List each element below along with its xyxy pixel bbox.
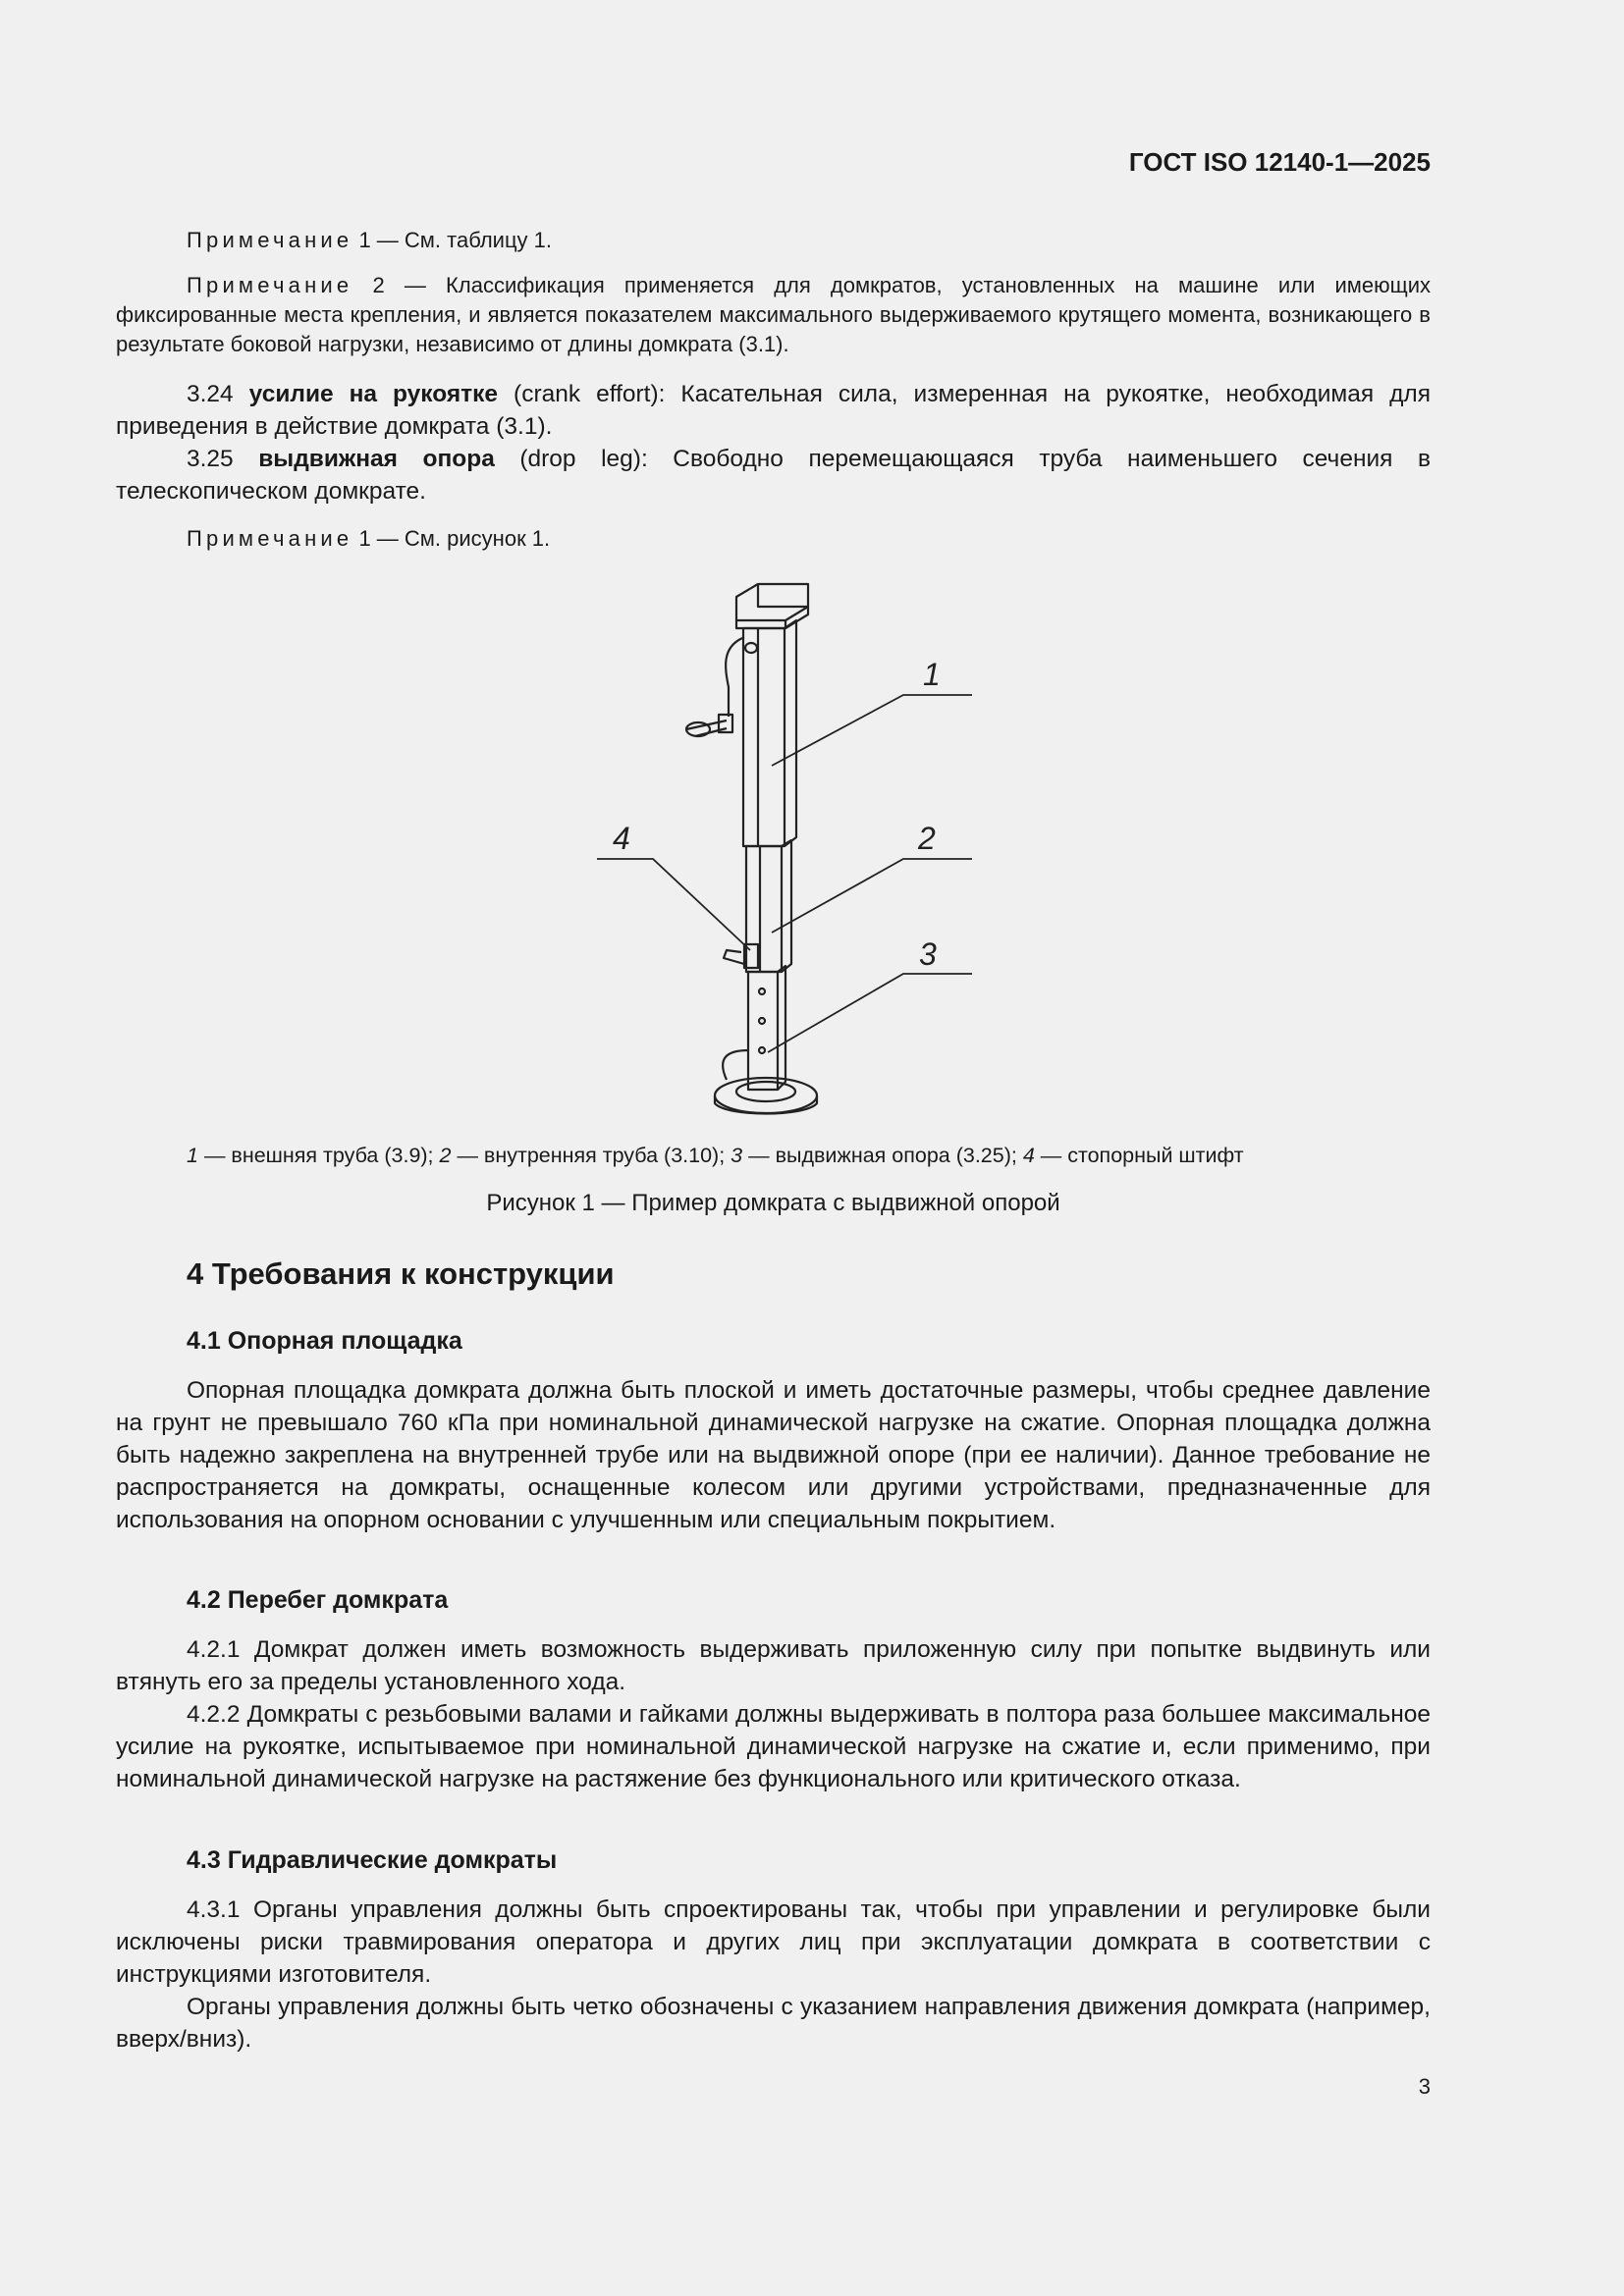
- note-label: Примечание: [187, 273, 353, 297]
- legend-text: — внутренняя труба (3.10);: [451, 1144, 731, 1167]
- crank-handle: [726, 638, 742, 717]
- paragraph-4-2-1: 4.2.1 Домкрат должен иметь возможность выдерживать приложенную силу при попытке выдвинуть или втянуть его за пределы установленного хода.: [116, 1636, 1431, 1695]
- inner-tube: [746, 846, 782, 972]
- legend-text: — стопорный штифт: [1034, 1144, 1244, 1167]
- top-cap: [736, 584, 808, 620]
- callout-3: 3: [919, 936, 937, 972]
- note-text: 2 — Классификация применяется для домкратов, установленных на машине или имеющих фиксированные места крепления, и является показателем максимального выдерживаемого крутящего момента, возникающего в результате боковой нагрузки, независимо от длины домкрата (3.1).: [116, 273, 1431, 356]
- document-id: ГОСТ ISO 12140-1—2025: [1128, 147, 1431, 177]
- jack-figure: [579, 569, 992, 1119]
- term-number: 3.25: [187, 446, 259, 472]
- note-2: [116, 271, 1431, 359]
- legend-num: 3: [731, 1144, 743, 1167]
- term: выдвижная опора: [258, 446, 495, 472]
- term: усилие на рукоятке: [248, 381, 499, 407]
- note-text: 1 — См. таблицу 1.: [352, 228, 553, 252]
- definition-text: (drop leg): Свободно перемещающаяся труба наименьшего сечения в телескопическом домкрате.: [116, 446, 1431, 505]
- definition-3-25: [116, 443, 1431, 507]
- term-number: 3.24: [187, 381, 249, 407]
- legend-num: 2: [439, 1144, 452, 1167]
- callout-4: 4: [613, 821, 630, 856]
- section-4-2-title: 4.2 Перебег домкрата: [187, 1586, 449, 1614]
- paragraph-4-3-1-cont: Органы управления должны быть четко обозначены с указанием направления движения домкрата (например, вверх/вниз).: [116, 1994, 1431, 2053]
- figure-legend: [187, 1144, 1365, 1168]
- legend-num: 4: [1022, 1144, 1035, 1167]
- legend-text: — внешняя труба (3.9);: [197, 1144, 440, 1167]
- definition-3-24: [116, 378, 1431, 443]
- note-label: Примечание: [187, 526, 353, 551]
- figure-caption: Рисунок 1 — Пример домкрата с выдвижной опорой: [486, 1190, 1060, 1216]
- legend-text: — выдвижная опора (3.25);: [742, 1144, 1023, 1167]
- legend-num: 1: [187, 1144, 198, 1167]
- outer-tube: [743, 628, 785, 846]
- note-label: Примечание: [187, 228, 353, 252]
- note-1: [116, 226, 1431, 255]
- base-plate: [715, 1078, 817, 1113]
- paragraph-4-2-2: 4.2.2 Домкраты с резьбовыми валами и гайками должны выдерживать в полтора раза большее максимальное усилие на рукоятке, испытываемое при номинальной динамической нагрузке на сжатие и, если применимо, при номинальной динамической нагрузке на растяжение без функционального или критического отказа.: [116, 1701, 1431, 1792]
- lock-pin: [724, 950, 744, 964]
- section-4-1-text: Опорная площадка домкрата должна быть плоской и иметь достаточные размеры, чтобы среднее давление на грунт не превышало 760 кПа при номинальной динамической нагрузке на сжатие. Опорная площадка должна быть надежно закреплена на внутренней трубе или на выдвижной опоре (при ее наличии). Данное требование не распространяется на домкраты, оснащенные колесом или другими устройствами, предназначенные для использования на опорном основании с улучшенным или специальным покрытием.: [116, 1377, 1431, 1533]
- section-4-1-title: 4.1 Опорная площадка: [187, 1327, 462, 1355]
- note-text: 1 — См. рисунок 1.: [352, 526, 551, 551]
- paragraph-4-3-1: 4.3.1 Органы управления должны быть спроектированы так, чтобы при управлении и регулировке были исключены риски травмирования оператора и других лиц при эксплуатации домкрата в соответствии с инструкциями изготовителя.: [116, 1896, 1431, 1988]
- note-figure: [116, 524, 1431, 554]
- callout-2: 2: [918, 821, 936, 856]
- section-4-title: 4 Требования к конструкции: [187, 1256, 615, 1291]
- definition-text: (crank effort): Касательная сила, измеренная на рукоятке, необходимая для приведения в действие домкрата (3.1).: [116, 381, 1431, 440]
- callout-1: 1: [923, 657, 941, 692]
- page-number: 3: [1418, 2074, 1431, 2099]
- section-4-3-title: 4.3 Гидравлические домкраты: [187, 1846, 558, 1874]
